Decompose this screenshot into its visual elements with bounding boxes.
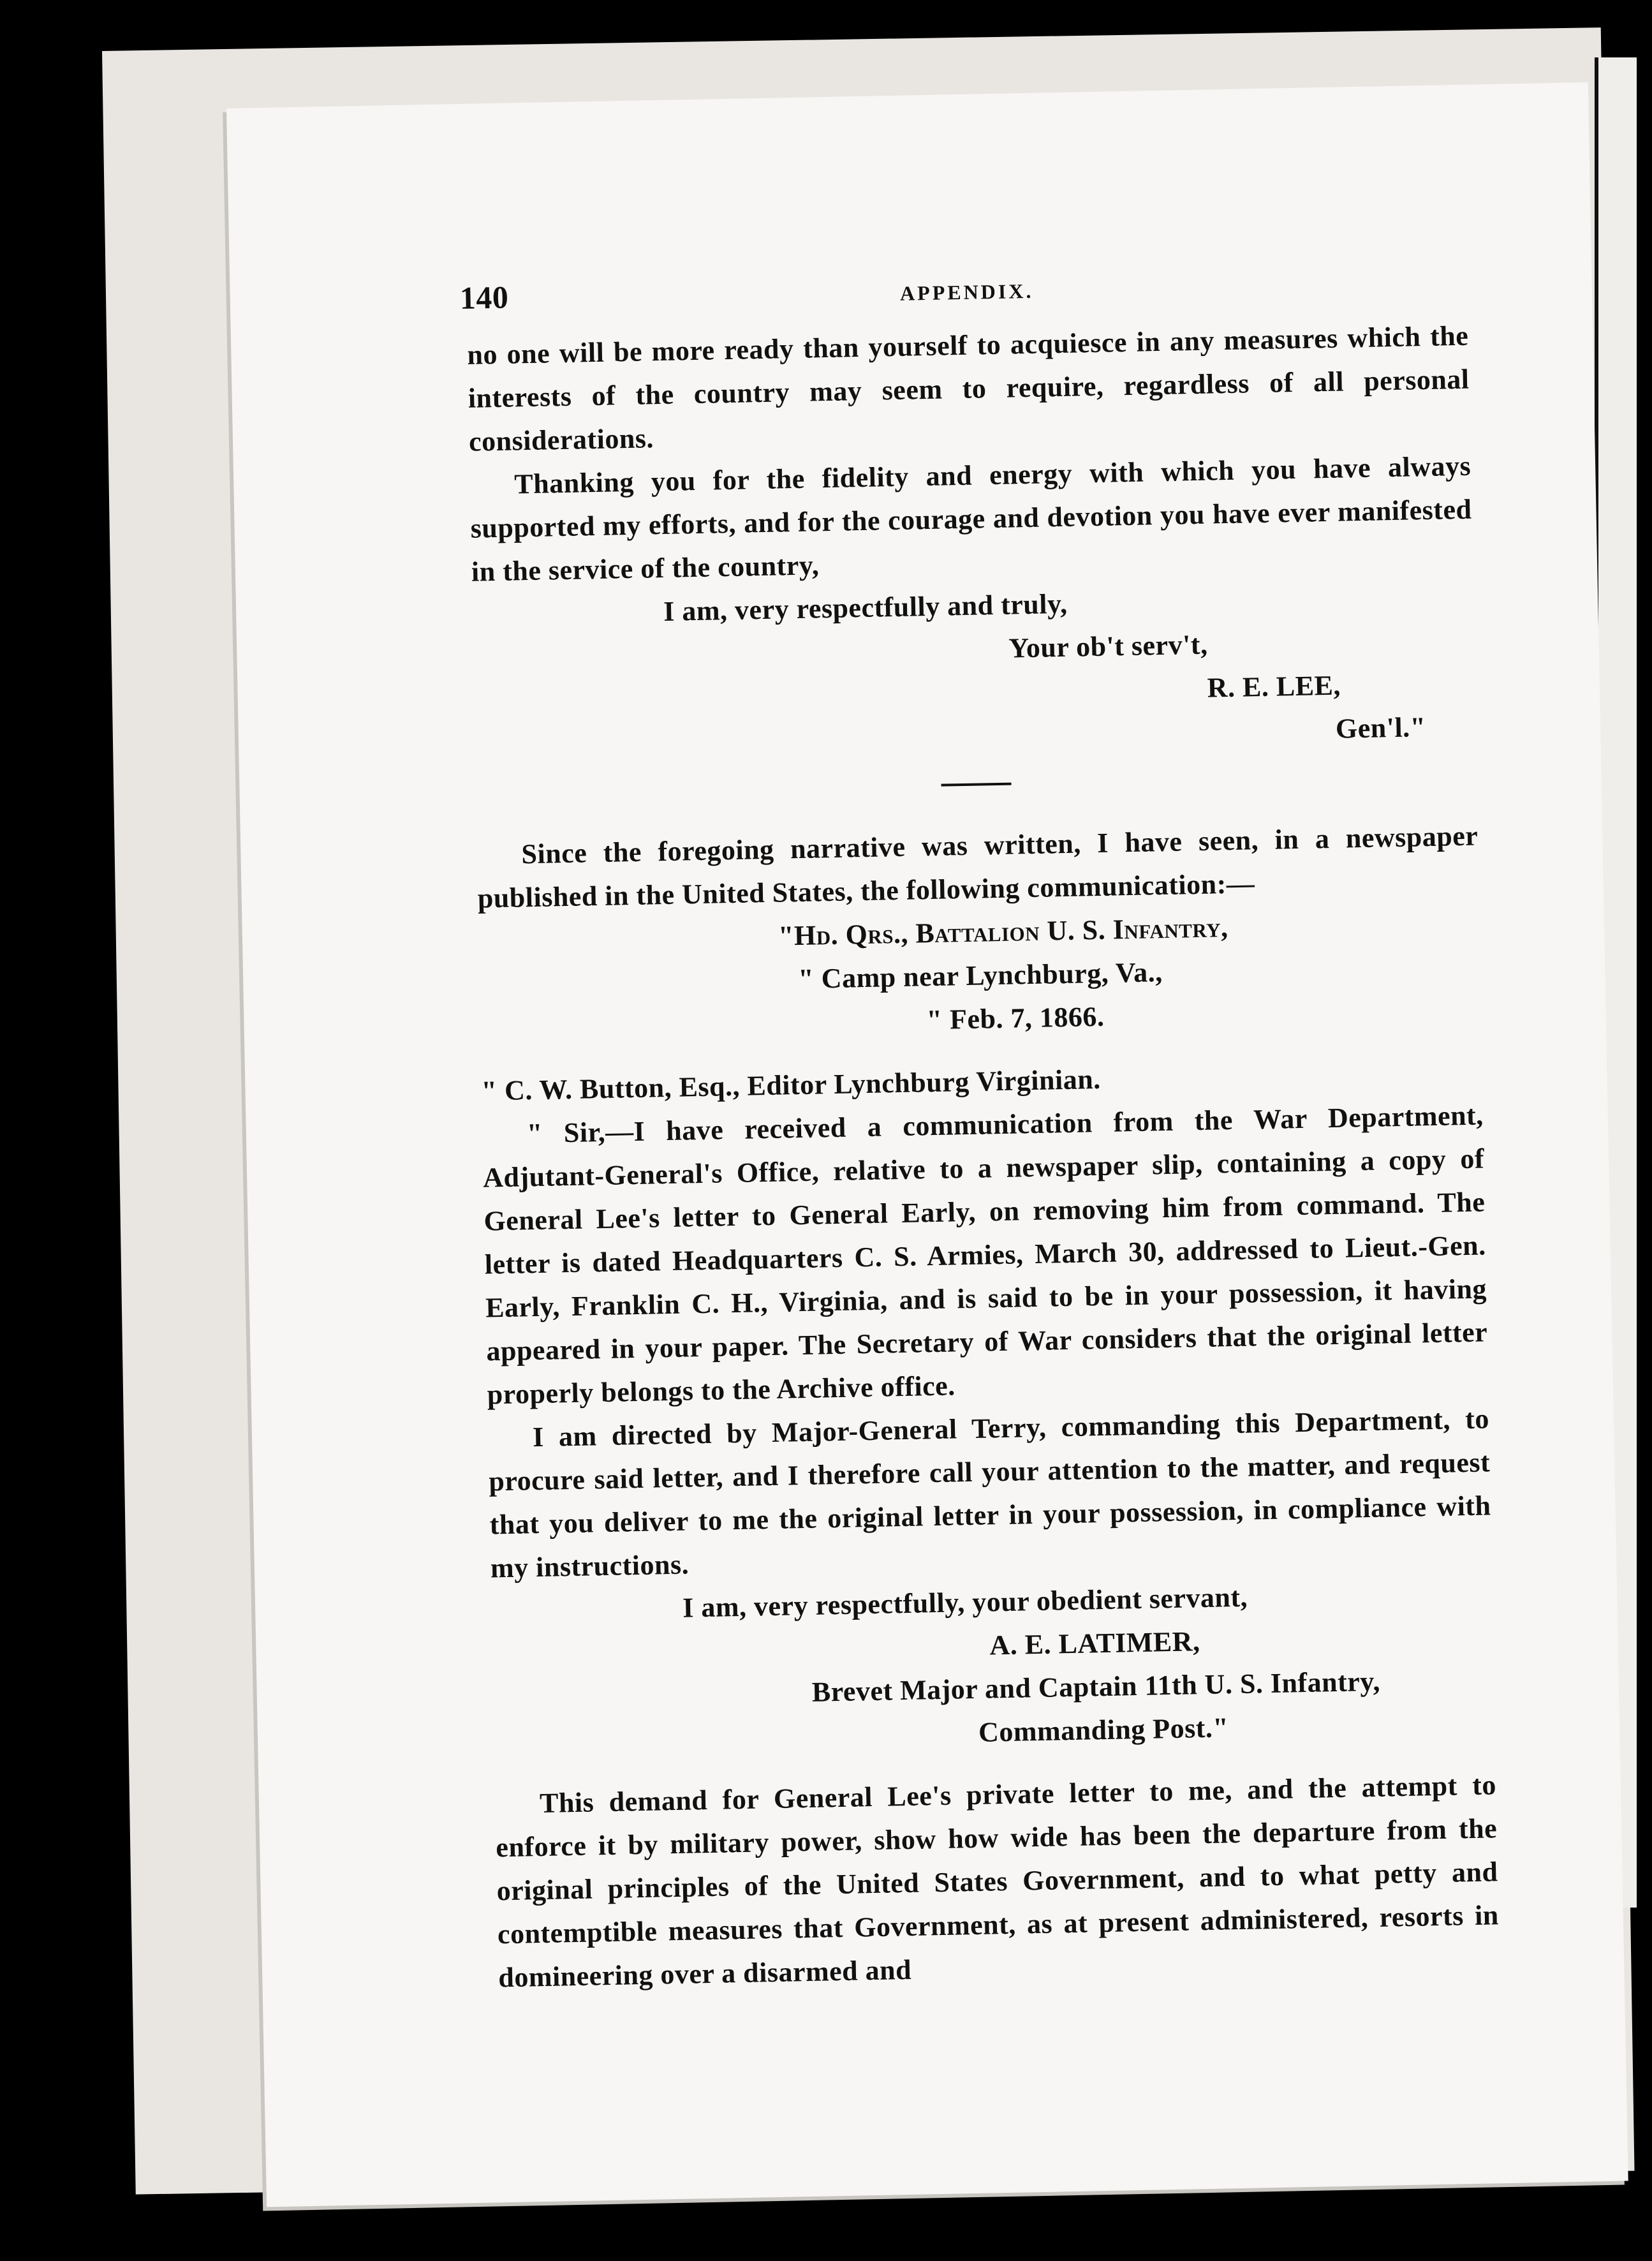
letter-heading-date: " Feb. 7, 1866. (926, 1000, 1105, 1036)
paragraph-continuation: no one will be more ready than yourself to acquiesce in any measures which the interests of the country may seem to require, regardless of all personal considerations. (467, 320, 1470, 457)
section-divider (941, 783, 1012, 787)
letter-heading-unit: "Hd. Qrs., Battalion U. S. Infantry, (778, 912, 1228, 952)
letter-salutation: " C. W. Button, Esq., Editor Lynchburg Virginian. (481, 1063, 1102, 1107)
letter-heading-place: " Camp near Lynchburg, Va., (797, 956, 1163, 995)
letter-signature-post: Commanding Post." (978, 1712, 1229, 1748)
paragraph-narrative: Since the foregoing narrative was written, I have seen, in a newspaper published in the United States, the following communication:— (477, 820, 1479, 914)
letter-signature-title: Gen'l." (1335, 711, 1427, 745)
paragraph-thanks: Thanking you for the fidelity and energy with which you have always supported my efforts, and for the courage and devotion you have ever manifested in the service of the country, (470, 450, 1472, 588)
letter-signature: R. E. LEE, (1207, 669, 1341, 704)
running-head: APPENDIX. (899, 279, 1034, 305)
paragraph-letter-request: I am directed by Major-General Terry, commanding this Department, to procure said letter, and I therefore call your attention to the matter, and request that you deliver to me the original letter in your possession, in compliance with my instructions. (488, 1403, 1491, 1584)
letter-signature-rank: Brevet Major and Captain 11th U. S. Infantry, (811, 1665, 1381, 1708)
book-page (226, 82, 1628, 2207)
page-number: 140 (459, 279, 509, 316)
page-text-block (459, 257, 1500, 2000)
letter-closing-2: I am, very respectfully, your obedient servant, (682, 1581, 1248, 1624)
paragraph-letter-body: " Sir,—I have received a communication from the War Department, Adjutant-General's Office, relative to a newspaper slip, containing a copy of General Lee's letter to General Early, on removing him from command. The letter is dated Headquarters C. S. Armies, March 30, addressed to Lieut.-Gen. Early, Franklin C. H., Virginia, and is said to be in your possession, it having appeared in your paper. The Secretary of War considers that the original letter properly belongs to the Archive office. (482, 1099, 1488, 1411)
letter-signature-2: A. E. LATIMER, (989, 1626, 1200, 1661)
letter-closing-servant: Your ob't serv't, (1008, 628, 1208, 664)
paragraph-commentary: This demand for General Lee's private letter to me, and the attempt to enforce it by military power, show how wide has been the departure from the original principles of the United States Government, and to what petty and contemptible measures that Government, as at present administered, resorts in domineering over a disarmed and (495, 1769, 1500, 1994)
letter-closing: I am, very respectfully and truly, (663, 588, 1068, 627)
